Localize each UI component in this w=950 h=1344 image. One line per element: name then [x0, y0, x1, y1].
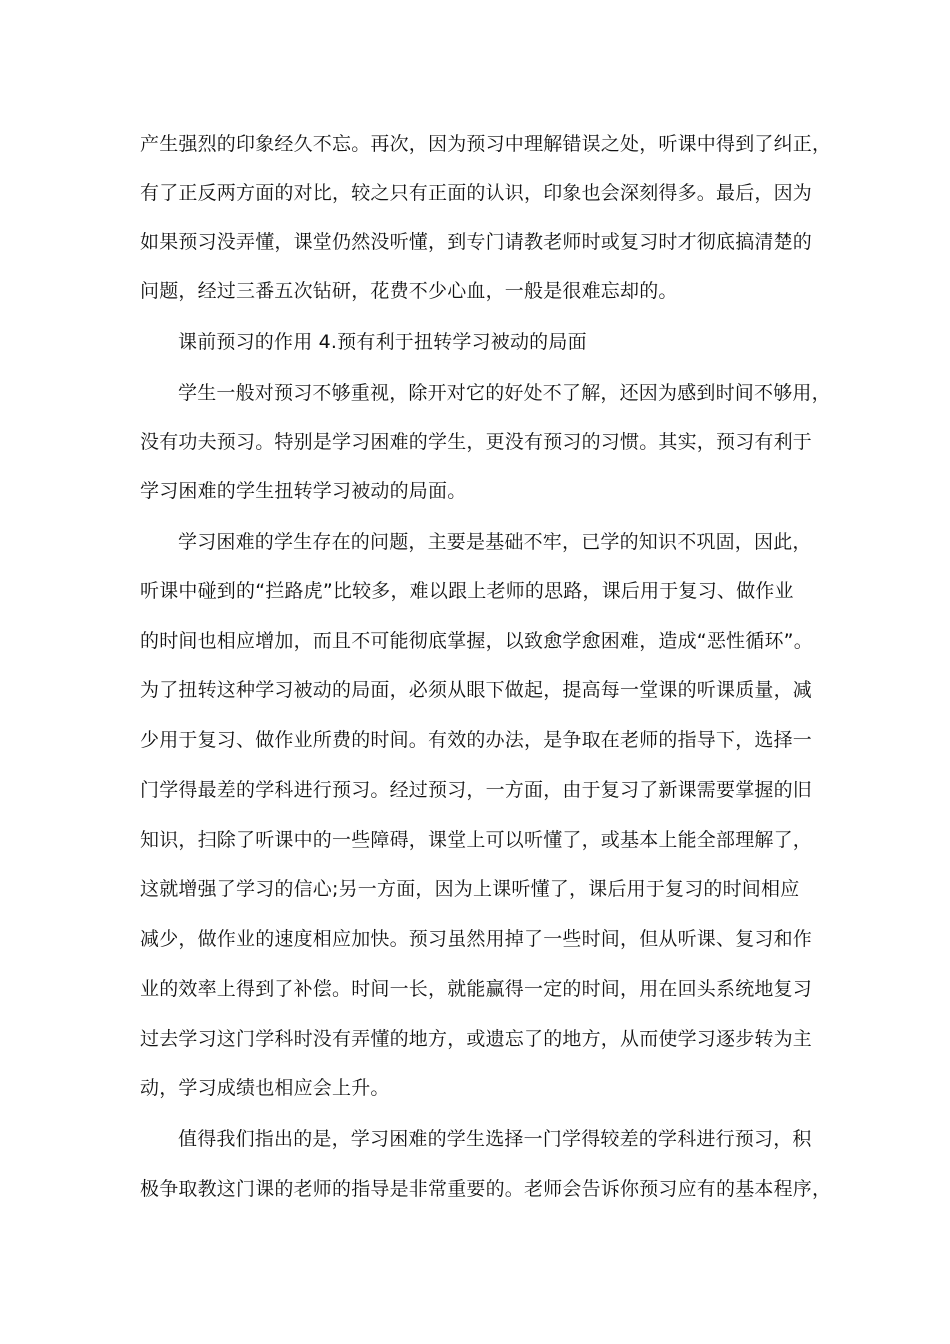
text-line: 过去学习这门学科时没有弄懂的地方，或遗忘了的地方，从而使学习逐步转为主: [140, 1028, 813, 1050]
text-line: 极争取教这门课的老师的指导是非常重要的。老师会告诉你预习应有的基本程序，: [140, 1178, 832, 1200]
text-line: 问题，经过三番五次钻研，花费不少心血，一般是很难忘却的。: [140, 280, 678, 302]
text-line: 值得我们指出的是，学习困难的学生选择一门学得较差的学科进行预习，积: [178, 1128, 812, 1150]
text-line: 学习困难的学生存在的问题，主要是基础不牢，已学的知识不巩固，因此，: [178, 531, 812, 553]
text-line: 有了正反两方面的对比，较之只有正面的认识，印象也会深刻得多。最后，因为: [140, 182, 813, 204]
text-line: 为了扭转这种学习被动的局面，必须从眼下做起，提高每一堂课的听课质量，减: [140, 679, 813, 701]
text-line: 的时间也相应增加，而且不可能彻底掌握，以致愈学愈困难，造成“恶性循环”。: [140, 630, 813, 652]
text-line: 如果预习没弄懂，课堂仍然没听懂，到专门请教老师时或复习时才彻底搞清楚的: [140, 231, 813, 253]
text-line: 动，学习成绩也相应会上升。: [140, 1077, 390, 1099]
section-heading: 课前预习的作用 4.预有利于扭转学习被动的局面: [178, 331, 587, 353]
text-line: 减少，做作业的速度相应加快。预习虽然用掉了一些时间，但从听课、复习和作: [140, 928, 813, 950]
text-line: 没有功夫预习。特别是学习困难的学生，更没有预习的习惯。其实，预习有利于: [140, 431, 813, 453]
text-line: 这就增强了学习的信心;另一方面，因为上课听懂了，课后用于复习的时间相应: [140, 878, 800, 900]
text-line: 听课中碰到的“拦路虎”比较多，难以跟上老师的思路，课后用于复习、做作业: [140, 580, 794, 602]
text-line: 门学得最差的学科进行预习。经过预习，一方面，由于复习了新课需要掌握的旧: [140, 779, 813, 801]
text-line: 学习困难的学生扭转学习被动的局面。: [140, 480, 467, 502]
text-line: 少用于复习、做作业所费的时间。有效的办法，是争取在老师的指导下，选择一: [140, 729, 813, 751]
text-line: 学生一般对预习不够重视，除开对它的好处不了解，还因为感到时间不够用，: [178, 382, 831, 404]
text-line: 知识，扫除了听课中的一些障碍，课堂上可以听懂了，或基本上能全部理解了，: [140, 829, 813, 851]
text-line: 产生强烈的印象经久不忘。再次，因为预习中理解错误之处，听课中得到了纠正，: [140, 133, 832, 155]
text-line: 业的效率上得到了补偿。时间一长，就能赢得一定的时间，用在回头系统地复习: [140, 978, 813, 1000]
